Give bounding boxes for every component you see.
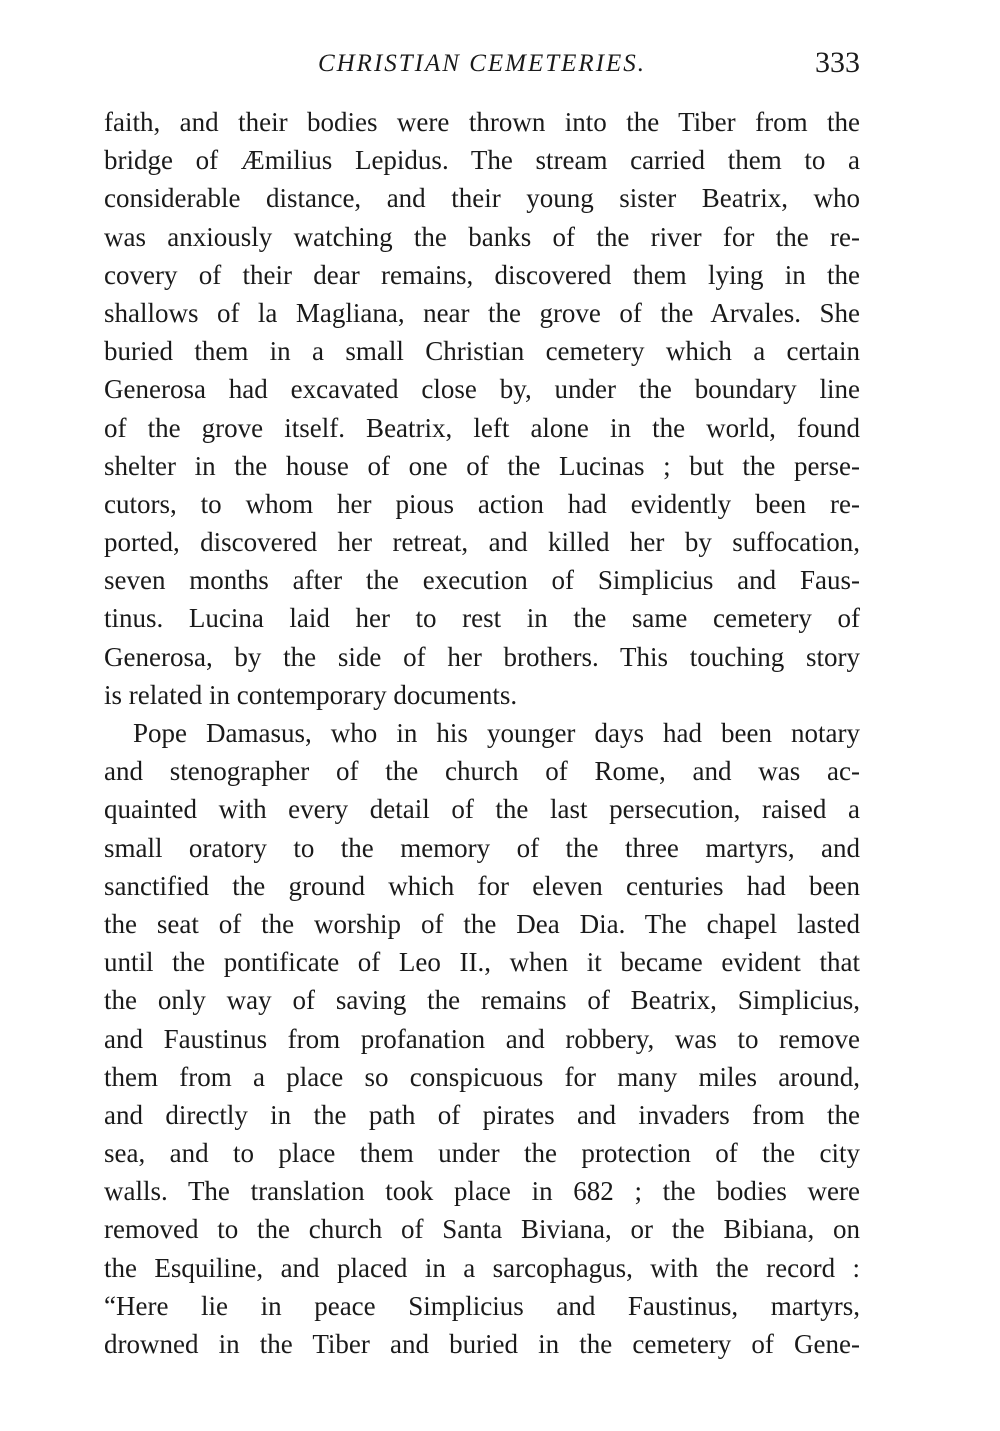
text-line: Generosa, by the side of her brothers. This touching story xyxy=(104,641,860,672)
text-line: of the grove itself. Beatrix, left alone in the world, found xyxy=(104,412,860,443)
text-line: Generosa had excavated close by, under the boundary line xyxy=(104,374,860,405)
text-line: covery of their dear remains, discovered them lying in the xyxy=(104,259,860,290)
text-line: tinus. Lucina laid her to rest in the same cemetery of xyxy=(104,603,860,634)
page-number: 333 xyxy=(815,46,860,79)
text-line: buried them in a small Christian cemetery which a certain xyxy=(104,336,860,367)
text-line: “Here lie in peace Simplicius and Faustinus, martyrs, xyxy=(104,1290,860,1321)
text-line: cutors, to whom her pious action had evidently been re- xyxy=(104,488,860,519)
text-line: and Faustinus from profanation and robbery, was to remove xyxy=(104,1023,860,1054)
text-line: quainted with every detail of the last persecution, raised a xyxy=(104,794,860,825)
running-title: CHRISTIAN CEMETERIES. xyxy=(317,50,647,77)
text-line: seven months after the execution of Simplicius and Faus- xyxy=(104,565,860,596)
text-line: considerable distance, and their young sister Beatrix, who xyxy=(104,183,860,214)
text-line: Pope Damasus, who in his younger days had been notary xyxy=(133,718,860,748)
text-line: the seat of the worship of the Dea Dia. The chapel lasted xyxy=(104,908,860,939)
text-line: walls. The translation took place in 682 ; the bodies were xyxy=(104,1176,860,1207)
text-line: shallows of la Magliana, near the grove of the Arvales. She xyxy=(104,297,860,328)
text-line: ported, discovered her retreat, and killed her by suffocation, xyxy=(104,527,860,558)
text-line: sanctified the ground which for eleven centuries had been xyxy=(104,870,860,901)
text-line: small oratory to the memory of the three martyrs, and xyxy=(104,832,860,863)
text-line: the only way of saving the remains of Beatrix, Simplicius, xyxy=(104,985,860,1016)
text-line: and stenographer of the church of Rome, and was ac- xyxy=(104,756,860,787)
paragraph-2 xyxy=(104,714,860,1363)
text-line: drowned in the Tiber and buried in the cemetery of Gene- xyxy=(104,1329,860,1359)
paragraph-1 xyxy=(104,103,860,714)
text-line: sea, and to place them under the protection of the city xyxy=(104,1138,860,1169)
text-line: the Esquiline, and placed in a sarcophagus, with the record : xyxy=(104,1252,860,1283)
text-line: is related in contemporary documents. xyxy=(104,679,518,710)
text-line: bridge of Æmilius Lepidus. The stream carried them to a xyxy=(104,145,860,176)
text-line: faith, and their bodies were thrown into the Tiber from the xyxy=(104,107,860,137)
text-line: until the pontificate of Leo II., when it became evident that xyxy=(104,947,860,978)
body-text xyxy=(104,103,860,1363)
text-line: shelter in the house of one of the Lucinas ; but the perse- xyxy=(104,450,860,481)
text-line: them from a place so conspicuous for many miles around, xyxy=(104,1061,860,1092)
text-line: removed to the church of Santa Biviana, or the Bibiana, on xyxy=(104,1214,860,1245)
text-line: and directly in the path of pirates and invaders from the xyxy=(104,1099,860,1130)
text-line: was anxiously watching the banks of the river for the re- xyxy=(104,221,860,252)
running-head xyxy=(104,46,860,86)
